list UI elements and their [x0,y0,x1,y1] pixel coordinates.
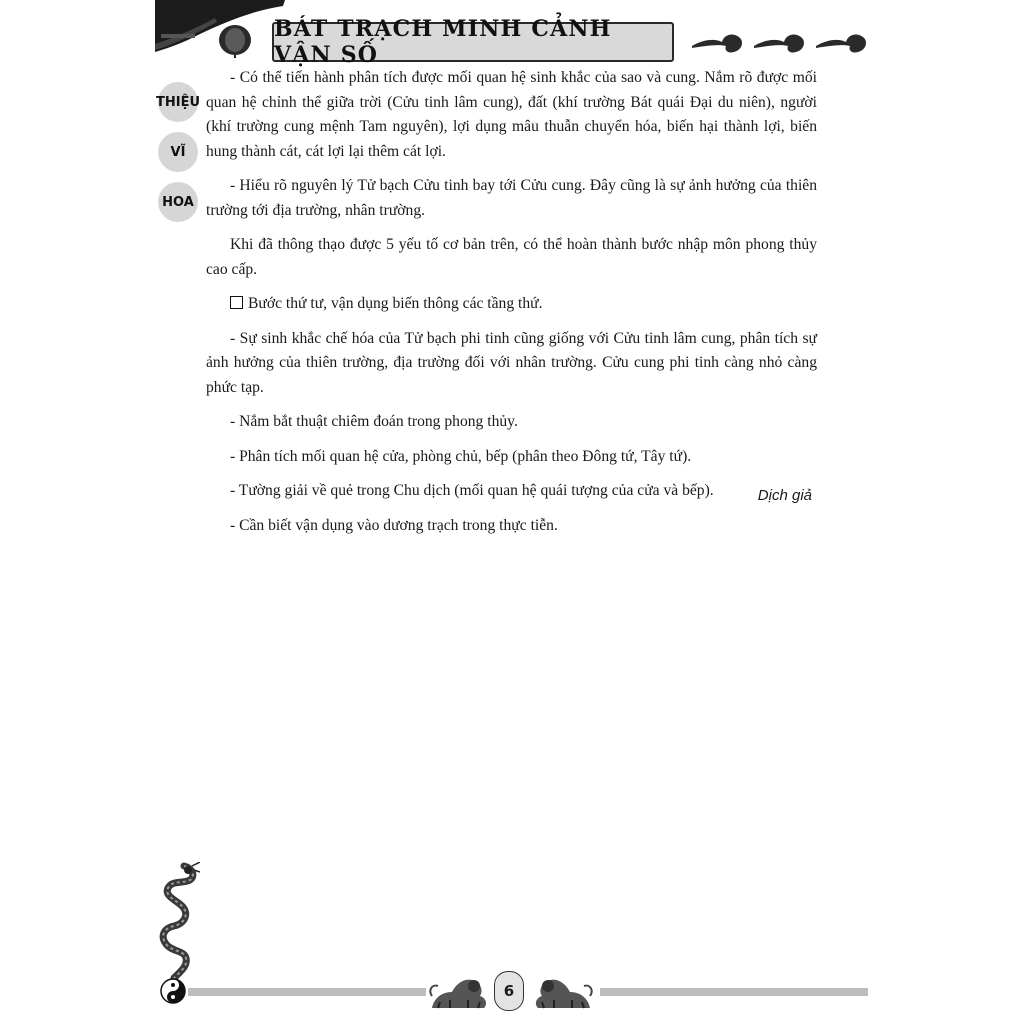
author-badge: VĨ [158,132,198,172]
step-heading [206,292,817,317]
dragon-ornament-icon [154,862,200,980]
author-badge: THIỆU [158,82,198,122]
paragraph: - Phân tích mối quan hệ cửa, phòng chủ, bếp (phân theo Đông tứ, Tây tứ). [230,447,692,465]
paragraph: - Cần biết vận dụng vào dương trạch trong thực tiễn. [230,516,558,534]
page-number: 6 [494,971,524,1011]
author-badge: HOA [158,182,198,222]
translator-credit: Dịch giả [757,487,812,504]
lion-ornament-icon [428,972,490,1012]
book-title: BÁT TRẠCH MINH CẢNH VẬN SỐ [274,16,612,68]
step-heading-text: Bước thứ tư, vận dụng biến thông các tầng thứ. [248,295,543,312]
temple-roof-icon [155,0,285,58]
paragraph: - Sự sinh khắc chế hóa của Tử bạch phi tinh cũng giống với Cửu tinh lâm cung, phân tích sự ảnh hưởng của thiên trường, địa trường đối với nhân trường. Cửu cung phi tinh càng nhỏ càng phức tạp. [206,329,817,396]
paragraph: - Nắm bắt thuật chiêm đoán trong phong thủy. [230,413,518,430]
paragraph: Khi đã thông thạo được 5 yếu tố cơ bản trên, có thể hoàn thành bước nhập môn phong thủy cao cấp. [206,236,817,278]
footer-bar-right [600,988,868,996]
paragraph: - Hiểu rõ nguyên lý Tử bạch Cửu tinh bay tới Cửu cung. Đây cũng là sự ảnh hưởng của thiên trường tới địa trường, nhân trường. [206,177,817,219]
cloud-ornament-icon [688,28,874,58]
paragraph: - Có thể tiến hành phân tích được mối quan hệ sinh khắc của sao và cung. Nắm rõ được mối quan hệ chỉnh thể giữa trời (Cửu tinh lâm cung), đất (khí trường Bát quái Đại du niên), người (khí trường cung mệnh Tam nguyên), lợi dụng mâu thuẫn chuyển hóa, biến hại thành lợi, biến hung thành cát, cát lợi lại thêm cát lợi. [206,69,817,160]
paragraph: - Tường giải về quẻ trong Chu dịch (mối quan hệ quái tượng của cửa và bếp). [230,482,714,499]
footer-bar-left [188,988,426,996]
checkbox-icon [230,296,243,309]
yin-yang-icon [160,978,186,1004]
lion-ornament-icon [532,972,594,1012]
body-text [206,66,817,538]
title-banner [272,16,674,68]
author-badges [155,82,201,232]
